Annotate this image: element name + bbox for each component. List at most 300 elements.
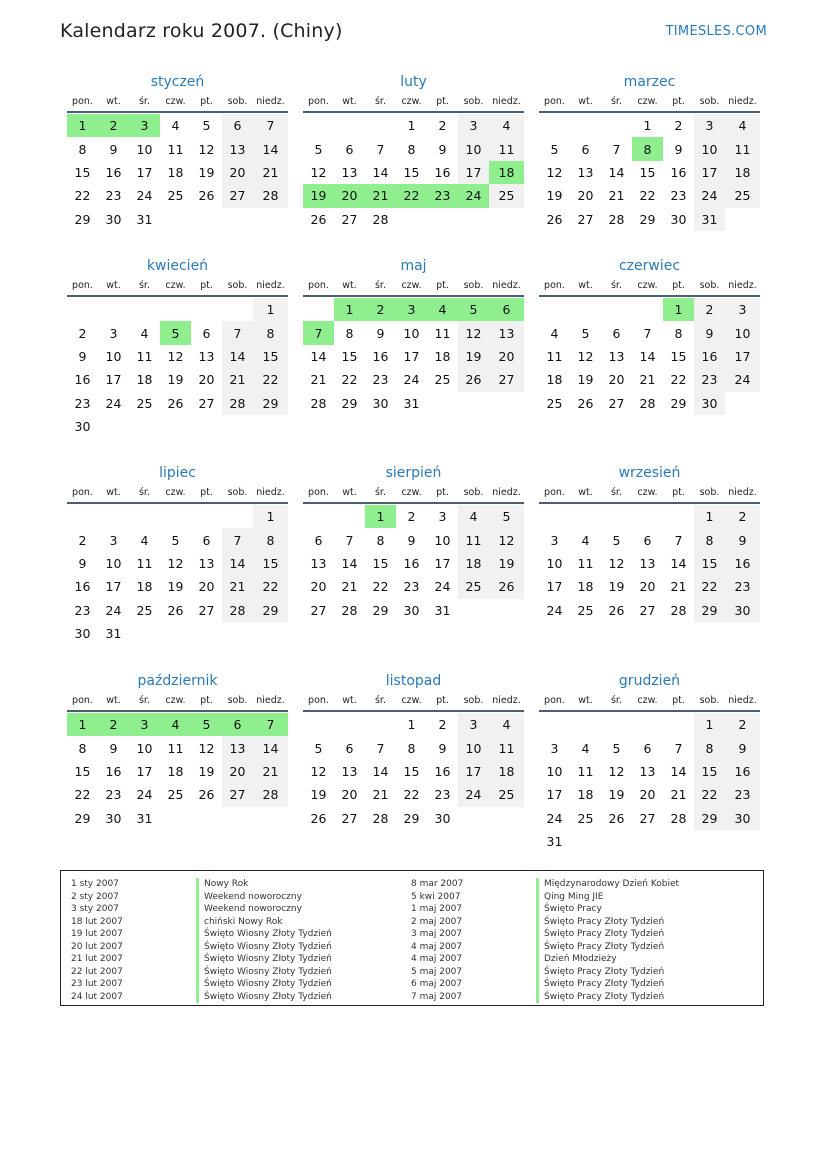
day-cell[interactable]: 27 [489,368,524,391]
day-cell[interactable]: 20 [639,579,656,595]
day-cell[interactable]: 16 [694,345,725,368]
day-cell[interactable]: 31 [434,602,451,618]
day-cell[interactable]: 2 [725,713,760,736]
day-cell[interactable]: 22 [403,787,420,803]
day-cell[interactable]: 20 [198,579,215,595]
day-cell[interactable]: 13 [222,137,253,160]
day-cell[interactable]: 11 [725,137,760,160]
day-cell[interactable]: 31 [136,211,153,227]
day-cell[interactable]: 19 [198,763,215,779]
day-cell[interactable]: 25 [434,372,451,388]
day-cell[interactable]: 16 [372,348,389,364]
day-cell[interactable]: 21 [608,188,625,204]
holiday-day-cell[interactable]: 18 [489,161,524,184]
day-cell[interactable]: 30 [434,810,451,826]
day-cell[interactable]: 31 [136,810,153,826]
day-cell[interactable]: 29 [639,211,656,227]
day-cell[interactable]: 9 [438,141,447,157]
day-cell[interactable]: 24 [546,602,563,618]
day-cell[interactable]: 23 [694,368,725,391]
day-cell[interactable]: 22 [74,188,91,204]
day-cell[interactable]: 15 [403,164,420,180]
day-cell[interactable]: 20 [222,161,253,184]
day-cell[interactable]: 12 [458,321,489,344]
day-cell[interactable]: 24 [136,787,153,803]
day-cell[interactable]: 6 [643,740,652,756]
day-cell[interactable]: 13 [341,763,358,779]
day-cell[interactable]: 15 [372,555,389,571]
day-cell[interactable]: 4 [171,118,180,134]
day-cell[interactable]: 4 [550,325,559,341]
day-cell[interactable]: 9 [438,740,447,756]
day-cell[interactable]: 10 [725,321,760,344]
day-cell[interactable]: 28 [372,810,389,826]
day-cell[interactable]: 8 [376,532,385,548]
day-cell[interactable]: 28 [222,599,253,622]
day-cell[interactable]: 9 [725,736,760,759]
day-cell[interactable]: 20 [310,579,327,595]
day-cell[interactable]: 9 [376,325,385,341]
day-cell[interactable]: 7 [674,740,683,756]
day-cell[interactable]: 16 [434,164,451,180]
holiday-day-cell[interactable]: 3 [396,298,427,321]
holiday-day-cell[interactable]: 6 [222,713,253,736]
day-cell[interactable]: 6 [202,532,211,548]
day-cell[interactable]: 4 [489,713,524,736]
day-cell[interactable]: 16 [105,763,122,779]
day-cell[interactable]: 25 [458,575,489,598]
day-cell[interactable]: 24 [105,602,122,618]
day-cell[interactable]: 26 [489,575,524,598]
day-cell[interactable]: 6 [202,325,211,341]
day-cell[interactable]: 17 [136,164,153,180]
holiday-day-cell[interactable]: 1 [67,713,98,736]
day-cell[interactable]: 1 [253,298,288,321]
day-cell[interactable]: 4 [581,532,590,548]
day-cell[interactable]: 17 [725,345,760,368]
day-cell[interactable]: 19 [167,372,184,388]
holiday-day-cell[interactable]: 6 [489,298,524,321]
day-cell[interactable]: 1 [407,717,416,733]
day-cell[interactable]: 7 [222,321,253,344]
day-cell[interactable]: 26 [458,368,489,391]
day-cell[interactable]: 23 [403,579,420,595]
day-cell[interactable]: 29 [694,599,725,622]
day-cell[interactable]: 18 [577,579,594,595]
day-cell[interactable]: 20 [222,760,253,783]
day-cell[interactable]: 17 [694,161,725,184]
day-cell[interactable]: 9 [109,141,118,157]
day-cell[interactable]: 5 [550,141,559,157]
day-cell[interactable]: 27 [222,783,253,806]
day-cell[interactable]: 24 [694,184,725,207]
day-cell[interactable]: 21 [670,579,687,595]
day-cell[interactable]: 29 [253,392,288,415]
day-cell[interactable]: 28 [253,783,288,806]
day-cell[interactable]: 23 [725,575,760,598]
day-cell[interactable]: 4 [489,114,524,137]
day-cell[interactable]: 12 [608,763,625,779]
day-cell[interactable]: 21 [310,372,327,388]
day-cell[interactable]: 21 [670,787,687,803]
day-cell[interactable]: 3 [550,740,559,756]
day-cell[interactable]: 17 [434,555,451,571]
day-cell[interactable]: 28 [253,184,288,207]
holiday-day-cell[interactable]: 4 [427,298,458,321]
day-cell[interactable]: 10 [546,555,563,571]
day-cell[interactable]: 25 [546,395,563,411]
day-cell[interactable]: 10 [546,763,563,779]
day-cell[interactable]: 4 [140,532,149,548]
day-cell[interactable]: 13 [639,763,656,779]
day-cell[interactable]: 27 [222,184,253,207]
day-cell[interactable]: 21 [222,368,253,391]
holiday-day-cell[interactable]: 7 [303,321,334,344]
day-cell[interactable]: 22 [694,575,725,598]
day-cell[interactable]: 14 [341,555,358,571]
day-cell[interactable]: 26 [167,602,184,618]
day-cell[interactable]: 7 [376,740,385,756]
day-cell[interactable]: 16 [670,164,687,180]
day-cell[interactable]: 27 [198,395,215,411]
day-cell[interactable]: 25 [167,188,184,204]
day-cell[interactable]: 20 [639,787,656,803]
holiday-day-cell[interactable]: 3 [129,713,160,736]
day-cell[interactable]: 26 [310,810,327,826]
day-cell[interactable]: 10 [694,137,725,160]
day-cell[interactable]: 16 [434,763,451,779]
day-cell[interactable]: 5 [612,532,621,548]
holiday-day-cell[interactable]: 3 [129,114,160,137]
day-cell[interactable]: 13 [198,348,215,364]
day-cell[interactable]: 21 [222,575,253,598]
day-cell[interactable]: 20 [608,372,625,388]
day-cell[interactable]: 9 [407,532,416,548]
day-cell[interactable]: 23 [74,395,91,411]
day-cell[interactable]: 26 [198,787,215,803]
day-cell[interactable]: 10 [458,736,489,759]
day-cell[interactable]: 10 [458,137,489,160]
day-cell[interactable]: 17 [458,760,489,783]
day-cell[interactable]: 19 [608,579,625,595]
day-cell[interactable]: 28 [310,395,327,411]
day-cell[interactable]: 28 [372,211,389,227]
day-cell[interactable]: 3 [109,532,118,548]
day-cell[interactable]: 21 [253,760,288,783]
holiday-day-cell[interactable]: 24 [458,184,489,207]
day-cell[interactable]: 1 [643,118,652,134]
day-cell[interactable]: 15 [639,164,656,180]
day-cell[interactable]: 31 [105,626,122,642]
day-cell[interactable]: 10 [105,348,122,364]
day-cell[interactable]: 11 [167,740,184,756]
day-cell[interactable]: 20 [489,345,524,368]
day-cell[interactable]: 29 [403,810,420,826]
day-cell[interactable]: 30 [105,810,122,826]
day-cell[interactable]: 14 [372,763,389,779]
day-cell[interactable]: 19 [577,372,594,388]
day-cell[interactable]: 6 [314,532,323,548]
day-cell[interactable]: 8 [694,736,725,759]
day-cell[interactable]: 5 [314,141,323,157]
day-cell[interactable]: 23 [372,372,389,388]
day-cell[interactable]: 14 [310,348,327,364]
day-cell[interactable]: 14 [253,137,288,160]
day-cell[interactable]: 13 [198,555,215,571]
day-cell[interactable]: 1 [694,505,725,528]
day-cell[interactable]: 26 [608,602,625,618]
day-cell[interactable]: 3 [694,114,725,137]
day-cell[interactable]: 22 [74,787,91,803]
day-cell[interactable]: 9 [694,321,725,344]
day-cell[interactable]: 12 [546,164,563,180]
day-cell[interactable]: 12 [608,555,625,571]
day-cell[interactable]: 16 [725,552,760,575]
day-cell[interactable]: 16 [74,579,91,595]
holiday-day-cell[interactable]: 4 [160,713,191,736]
day-cell[interactable]: 31 [694,208,725,231]
day-cell[interactable]: 9 [78,555,87,571]
day-cell[interactable]: 27 [577,211,594,227]
day-cell[interactable]: 20 [577,188,594,204]
day-cell[interactable]: 26 [167,395,184,411]
day-cell[interactable]: 23 [434,787,451,803]
day-cell[interactable]: 27 [310,602,327,618]
holiday-day-cell[interactable]: 5 [191,713,222,736]
day-cell[interactable]: 17 [136,763,153,779]
day-cell[interactable]: 26 [198,188,215,204]
day-cell[interactable]: 15 [253,552,288,575]
day-cell[interactable]: 11 [458,528,489,551]
day-cell[interactable]: 31 [546,834,563,850]
day-cell[interactable]: 18 [577,787,594,803]
day-cell[interactable]: 16 [725,760,760,783]
day-cell[interactable]: 13 [489,321,524,344]
day-cell[interactable]: 19 [489,552,524,575]
day-cell[interactable]: 5 [202,118,211,134]
day-cell[interactable]: 11 [546,348,563,364]
day-cell[interactable]: 30 [694,392,725,415]
day-cell[interactable]: 9 [725,528,760,551]
day-cell[interactable]: 7 [222,528,253,551]
day-cell[interactable]: 17 [546,787,563,803]
day-cell[interactable]: 25 [136,602,153,618]
day-cell[interactable]: 24 [458,783,489,806]
day-cell[interactable]: 17 [458,161,489,184]
holiday-day-cell[interactable]: 19 [303,184,334,207]
day-cell[interactable]: 6 [345,141,354,157]
holiday-day-cell[interactable]: 1 [67,114,98,137]
day-cell[interactable]: 19 [458,345,489,368]
day-cell[interactable]: 17 [105,579,122,595]
day-cell[interactable]: 16 [403,555,420,571]
day-cell[interactable]: 4 [140,325,149,341]
day-cell[interactable]: 22 [694,783,725,806]
day-cell[interactable]: 30 [403,602,420,618]
day-cell[interactable]: 14 [639,348,656,364]
day-cell[interactable]: 2 [674,118,683,134]
day-cell[interactable]: 4 [458,505,489,528]
day-cell[interactable]: 2 [438,118,447,134]
day-cell[interactable]: 23 [74,602,91,618]
day-cell[interactable]: 28 [670,810,687,826]
day-cell[interactable]: 14 [608,164,625,180]
day-cell[interactable]: 7 [345,532,354,548]
day-cell[interactable]: 13 [310,555,327,571]
holiday-day-cell[interactable]: 2 [98,114,129,137]
day-cell[interactable]: 15 [341,348,358,364]
day-cell[interactable]: 2 [725,505,760,528]
day-cell[interactable]: 29 [253,599,288,622]
day-cell[interactable]: 17 [403,348,420,364]
day-cell[interactable]: 8 [407,740,416,756]
day-cell[interactable]: 8 [694,528,725,551]
day-cell[interactable]: 26 [546,211,563,227]
day-cell[interactable]: 12 [310,763,327,779]
day-cell[interactable]: 8 [78,740,87,756]
day-cell[interactable]: 9 [674,141,683,157]
holiday-day-cell[interactable]: 21 [365,184,396,207]
day-cell[interactable]: 14 [253,736,288,759]
day-cell[interactable]: 11 [489,137,524,160]
day-cell[interactable]: 19 [167,579,184,595]
day-cell[interactable]: 2 [78,532,87,548]
day-cell[interactable]: 6 [581,141,590,157]
day-cell[interactable]: 28 [639,395,656,411]
holiday-day-cell[interactable]: 5 [458,298,489,321]
day-cell[interactable]: 21 [372,787,389,803]
day-cell[interactable]: 30 [725,807,760,830]
day-cell[interactable]: 30 [725,599,760,622]
day-cell[interactable]: 19 [546,188,563,204]
day-cell[interactable]: 18 [434,348,451,364]
day-cell[interactable]: 3 [109,325,118,341]
day-cell[interactable]: 29 [670,395,687,411]
day-cell[interactable]: 20 [198,372,215,388]
holiday-day-cell[interactable]: 1 [334,298,365,321]
day-cell[interactable]: 10 [105,555,122,571]
day-cell[interactable]: 11 [577,555,594,571]
day-cell[interactable]: 13 [608,348,625,364]
day-cell[interactable]: 24 [403,372,420,388]
day-cell[interactable]: 15 [253,345,288,368]
day-cell[interactable]: 21 [341,579,358,595]
day-cell[interactable]: 7 [612,141,621,157]
day-cell[interactable]: 7 [253,114,288,137]
day-cell[interactable]: 10 [136,740,153,756]
day-cell[interactable]: 31 [403,395,420,411]
day-cell[interactable]: 18 [546,372,563,388]
day-cell[interactable]: 12 [198,740,215,756]
day-cell[interactable]: 12 [577,348,594,364]
day-cell[interactable]: 4 [581,740,590,756]
day-cell[interactable]: 11 [136,348,153,364]
day-cell[interactable]: 8 [253,528,288,551]
day-cell[interactable]: 5 [581,325,590,341]
day-cell[interactable]: 3 [725,298,760,321]
day-cell[interactable]: 4 [725,114,760,137]
day-cell[interactable]: 11 [577,763,594,779]
day-cell[interactable]: 27 [341,810,358,826]
day-cell[interactable]: 30 [74,419,91,435]
day-cell[interactable]: 2 [78,325,87,341]
holiday-day-cell[interactable]: 7 [253,713,288,736]
day-cell[interactable]: 8 [407,141,416,157]
day-cell[interactable]: 21 [639,372,656,388]
day-cell[interactable]: 24 [105,395,122,411]
day-cell[interactable]: 15 [694,760,725,783]
day-cell[interactable]: 16 [105,164,122,180]
day-cell[interactable]: 22 [639,188,656,204]
day-cell[interactable]: 8 [345,325,354,341]
day-cell[interactable]: 13 [222,736,253,759]
day-cell[interactable]: 18 [489,760,524,783]
day-cell[interactable]: 24 [434,579,451,595]
day-cell[interactable]: 1 [694,713,725,736]
holiday-day-cell[interactable]: 1 [663,298,694,321]
day-cell[interactable]: 22 [253,368,288,391]
day-cell[interactable]: 10 [434,532,451,548]
day-cell[interactable]: 3 [550,532,559,548]
day-cell[interactable]: 26 [310,211,327,227]
day-cell[interactable]: 12 [167,555,184,571]
day-cell[interactable]: 23 [725,783,760,806]
day-cell[interactable]: 15 [670,348,687,364]
day-cell[interactable]: 5 [489,505,524,528]
day-cell[interactable]: 18 [136,372,153,388]
day-cell[interactable]: 1 [407,118,416,134]
holiday-day-cell[interactable]: 2 [365,298,396,321]
day-cell[interactable]: 30 [74,626,91,642]
day-cell[interactable]: 25 [136,395,153,411]
day-cell[interactable]: 5 [171,532,180,548]
day-cell[interactable]: 5 [314,740,323,756]
day-cell[interactable]: 10 [136,141,153,157]
day-cell[interactable]: 24 [546,810,563,826]
day-cell[interactable]: 24 [136,188,153,204]
day-cell[interactable]: 18 [167,164,184,180]
day-cell[interactable]: 30 [105,211,122,227]
day-cell[interactable]: 18 [458,552,489,575]
day-cell[interactable]: 22 [670,372,687,388]
day-cell[interactable]: 9 [109,740,118,756]
day-cell[interactable]: 15 [74,164,91,180]
day-cell[interactable]: 25 [577,810,594,826]
day-cell[interactable]: 29 [74,810,91,826]
brand-link[interactable]: TIMESLES.COM [665,24,767,39]
day-cell[interactable]: 27 [639,810,656,826]
day-cell[interactable]: 5 [612,740,621,756]
day-cell[interactable]: 13 [341,164,358,180]
day-cell[interactable]: 2 [407,509,416,525]
day-cell[interactable]: 8 [674,325,683,341]
day-cell[interactable]: 28 [222,392,253,415]
day-cell[interactable]: 23 [105,188,122,204]
day-cell[interactable]: 7 [376,141,385,157]
day-cell[interactable]: 26 [608,810,625,826]
day-cell[interactable]: 21 [253,161,288,184]
day-cell[interactable]: 12 [310,164,327,180]
day-cell[interactable]: 15 [403,763,420,779]
day-cell[interactable]: 11 [434,325,451,341]
day-cell[interactable]: 6 [345,740,354,756]
day-cell[interactable]: 25 [489,184,524,207]
day-cell[interactable]: 27 [198,602,215,618]
day-cell[interactable]: 16 [74,372,91,388]
day-cell[interactable]: 27 [608,395,625,411]
day-cell[interactable]: 1 [253,505,288,528]
day-cell[interactable]: 11 [167,141,184,157]
